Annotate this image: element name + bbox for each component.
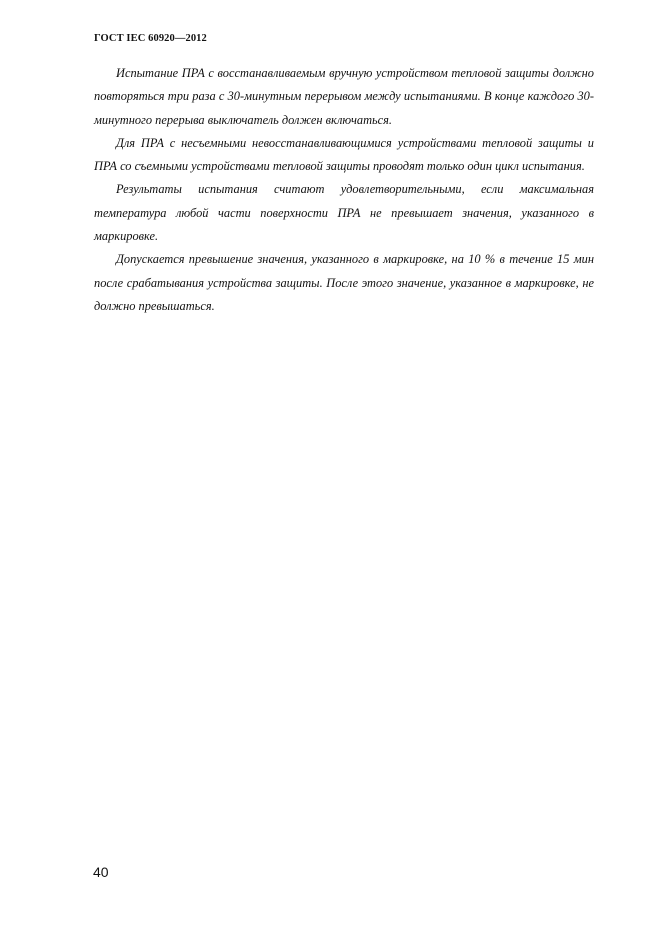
document-header: ГОСТ IEC 60920—2012 [94,33,207,44]
paragraph-test-results: Результаты испытания считают удовлетворительными, если максимальная температура любой части поверхности ПРА не превышает значения, указанного в маркировке. [94,182,594,244]
page-number: 40 [93,864,109,880]
document-body [94,62,594,318]
paragraph-manual-reset-test: Испытание ПРА с восстанавливаемым вручную устройством тепловой защиты должно повторяться три раза с 30-минутным перерывом между испытаниями. В конце каждого 30-минутного перерыва выключатель должен включаться. [94,66,594,127]
paragraph-non-removable-devices: Для ПРА с несъемными невосстанавливающимися устройствами тепловой защиты и ПРА со съемными устройствами тепловой защиты проводят только один цикл испытания. [94,135,594,174]
paragraph-allowed-excess: Допускается превышение значения, указанного в маркировке, на 10 % в течение 15 мин после срабатывания устройства защиты. После этого значение, указанное в маркировке, не должно превышаться. [94,252,594,313]
